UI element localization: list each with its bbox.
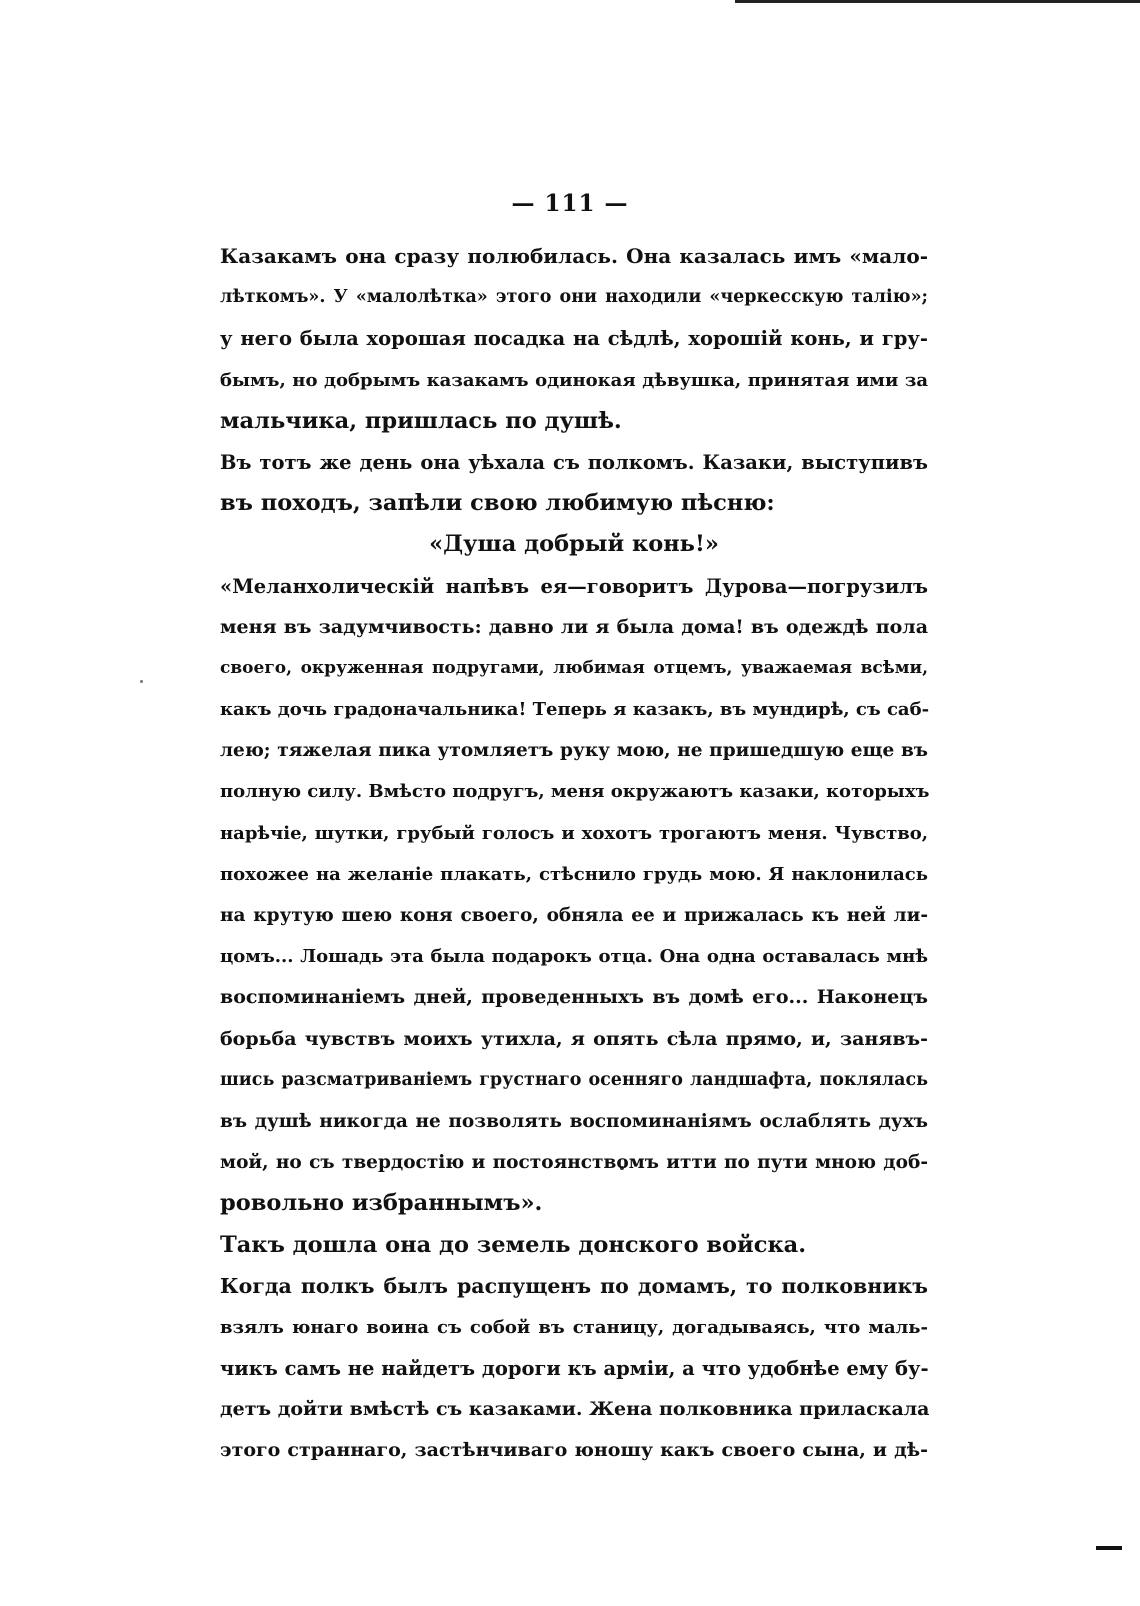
text-line: своего, окруженная подругами, любимая отцемъ, уважаемая всѣми,	[220, 657, 928, 678]
text-line: чикъ самъ не найдетъ дороги къ арміи, а что удобнѣе ему бу-	[220, 1357, 929, 1381]
text-line: мальчика, пришлась по душѣ.	[220, 407, 622, 434]
text-line: цомъ... Лошадь эта была подарокъ отца. Она одна оставалась мнѣ	[220, 946, 928, 968]
text-line: бымъ, но добрымъ казакамъ одинокая дѣвушка, принятая ими за	[220, 369, 928, 391]
text-line: Въ тотъ же день она уѣхала съ полкомъ. Казаки, выступивъ	[220, 450, 928, 474]
page-number: — 111 —	[511, 190, 629, 217]
text-line: ровольно избраннымъ».	[220, 1190, 543, 1217]
text-line: борьба чувствъ моихъ утихла, я опять сѣла прямо, и, занявъ-	[220, 1027, 928, 1050]
text-line: шись разсматриваніемъ грустнаго осенняго ландшафта, поклялась	[220, 1069, 928, 1090]
text-line: какъ дочь градоначальника! Теперь я казакъ, въ мундирѣ, съ саб-	[220, 699, 930, 721]
text-line: детъ дойти вмѣстѣ съ казаками. Жена полковника приласкала	[220, 1398, 930, 1421]
text-line: лею; тяжелая пика утомляетъ руку мою, не пришедшую еще въ	[220, 740, 928, 762]
text-line: въ походъ, запѣли свою любимую пѣсню:	[220, 490, 775, 517]
text-line: въ душѣ никогда не позволять воспоминаніямъ ослаблять духъ	[220, 1110, 928, 1132]
text-line: лѣткомъ». У «малолѣтка» этого они находили «черкесскую талію»;	[220, 287, 928, 308]
body-text	[220, 236, 928, 1472]
scan-edge-line	[735, 0, 1140, 3]
text-line: полную силу. Вмѣсто подругъ, меня окружаютъ казаки, которыхъ	[220, 781, 930, 803]
text-line: нарѣчіе, шутки, грубый голосъ и хохотъ трогаютъ меня. Чувство,	[220, 822, 928, 844]
text-line: на крутую шею коня своего, обняла ее и прижалась къ ней ли-	[220, 905, 928, 926]
text-line: мой, но съ твердостію и постоянствомъ итти по пути мною доб-	[220, 1152, 928, 1174]
scan-speck	[140, 680, 143, 683]
text-line: взялъ юнаго воина съ собой въ станицу, догадываясь, что маль-	[220, 1316, 928, 1338]
text-line: Казакамъ она сразу полюбилась. Она казалась имъ «мало-	[220, 244, 928, 268]
text-line: «Меланхолическій напѣвъ ея—говоритъ Дурова—погрузилъ	[220, 574, 928, 598]
scan-edge-mark	[1096, 1546, 1122, 1550]
text-line: похожее на желаніе плакать, стѣснило грудь мою. Я наклонилась	[220, 863, 928, 885]
text-line: Такъ дошла она до земель донского войска.	[220, 1231, 807, 1258]
text-line: меня въ задумчивость: давно ли я была дома! въ одеждѣ пола	[220, 615, 928, 638]
text-line: воспоминаніемъ дней, проведенныхъ въ домѣ его... Наконецъ	[220, 986, 928, 1009]
text-line: Когда полкъ былъ распущенъ по домамъ, то полковникъ	[220, 1273, 928, 1298]
text-line: «Душа добрый конь!»	[429, 531, 719, 558]
text-line: у него была хорошая посадка на сѣдлѣ, хорошій конь, и гру-	[220, 327, 928, 351]
text-line: этого страннаго, застѣнчиваго юношу какъ своего сына, и дѣ-	[220, 1439, 928, 1462]
